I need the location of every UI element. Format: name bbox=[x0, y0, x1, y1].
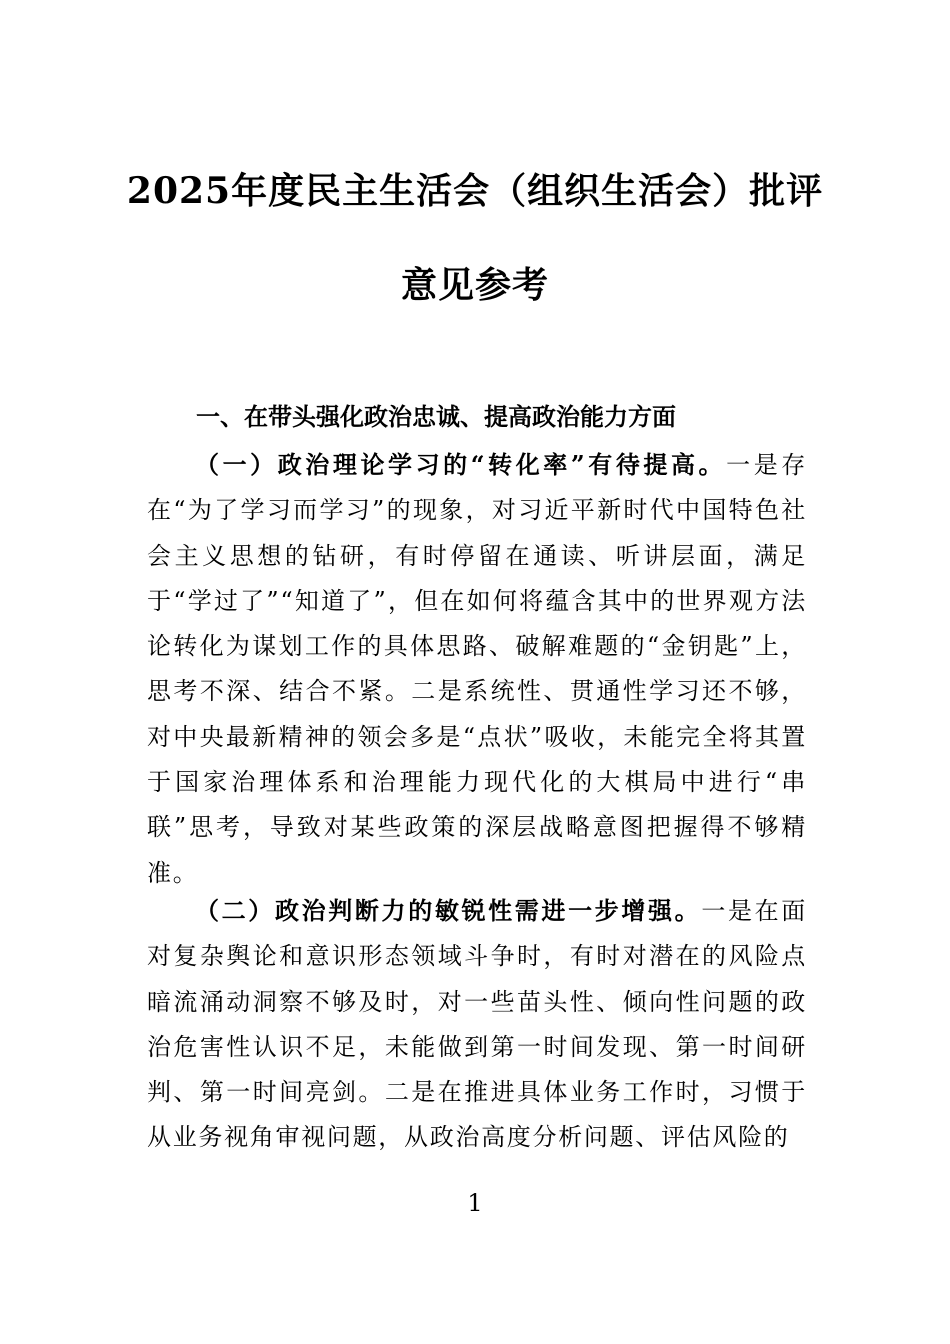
paragraph-2-lead: （二）政治判断力的敏锐性需进一步增强。 bbox=[195, 896, 702, 925]
paragraph-1-lead: （一）政治理论学习的“转化率”有待提高。 bbox=[195, 450, 727, 479]
paragraph-2-body: 一是在面对复杂舆论和意识形态领域斗争时，有时对潜在的风险点暗流涌动洞察不够及时，对一些苗头性、倾向性问题的政治危害性认识不足，未能做到第一时间发现、第一时间研判、第一时间亮剑。二是在推进具体业务工作时，习惯于从业务视角审视问题，从政治高度分析问题、评估风险的 bbox=[147, 897, 807, 1152]
paragraph-2 bbox=[147, 888, 807, 1161]
paragraph-1-body: 一是存在“为了学习而学习”的现象，对习近平新时代中国特色社会主义思想的钻研，有时停留在通读、听讲层面，满足于“学过了”“知道了”，但在如何将蕴含其中的世界观方法论转化为谋划工作的具体思路、破解难题的“金钥匙”上，思考不深、结合不紧。二是系统性、贯通性学习还不够，对中央最新精神的领会多是“点状”吸收，未能完全将其置于国家治理体系和治理能力现代化的大棋局中进行“串联”思考，导致对某些政策的深层战略意图把握得不够精准。 bbox=[147, 451, 807, 887]
page-number: 1 bbox=[467, 1189, 483, 1217]
paragraph-1 bbox=[147, 442, 807, 896]
section-heading: 一、在带头强化政治忠诚、提高政治能力方面 bbox=[196, 403, 676, 431]
document-title-line-2: 意见参考 bbox=[400, 264, 549, 306]
document-title-line-1: 2025年度民主生活会（组织生活会）批评 bbox=[126, 170, 824, 212]
